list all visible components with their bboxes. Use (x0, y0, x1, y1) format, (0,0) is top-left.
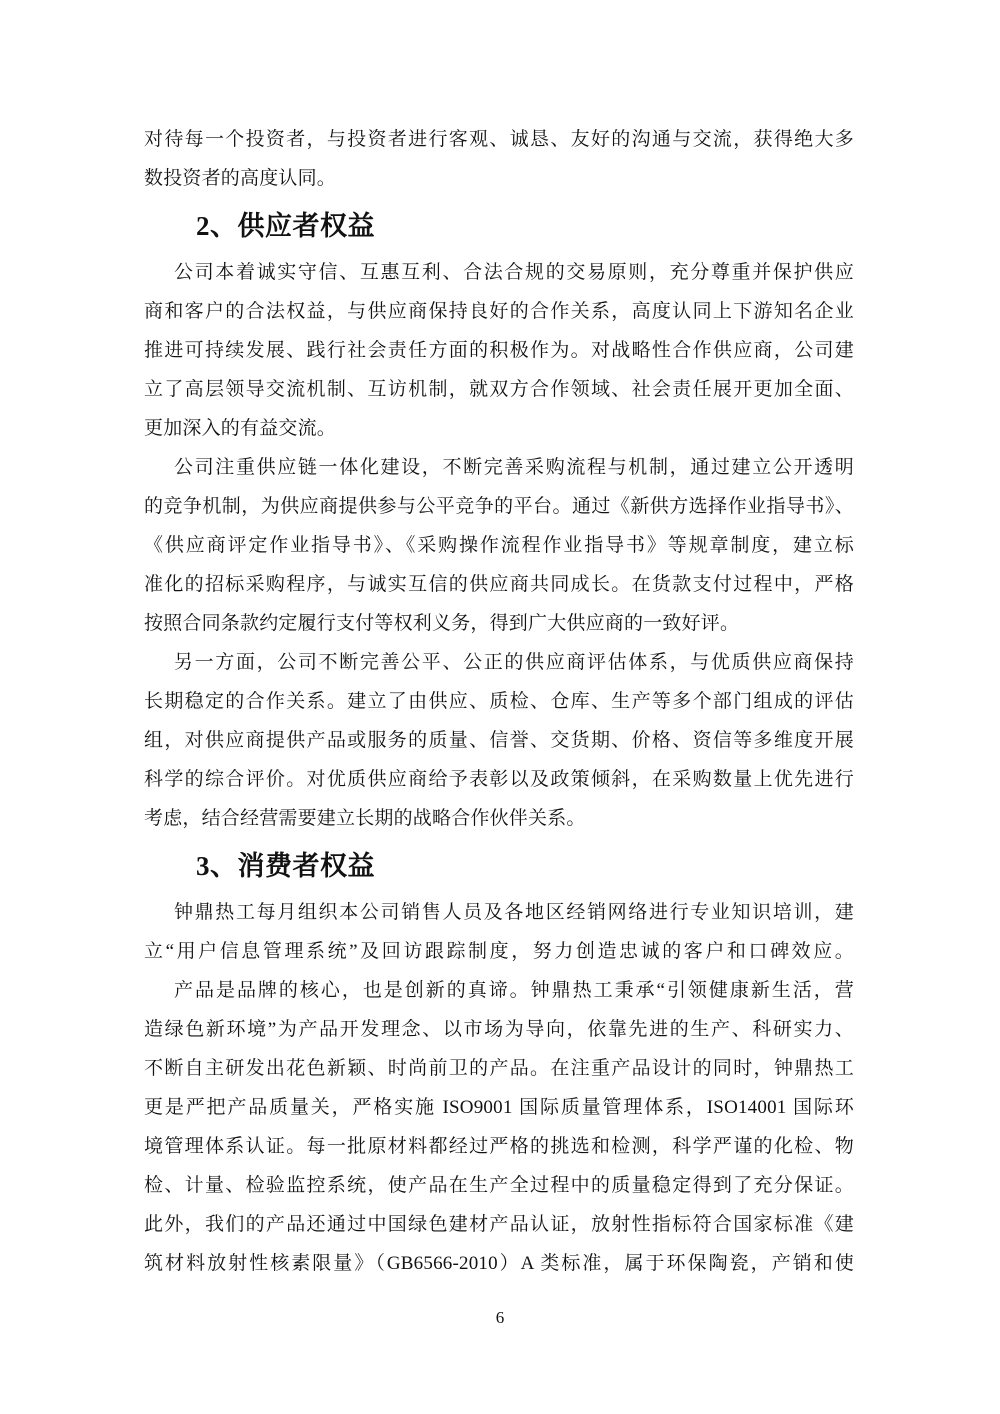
page-number: 6 (495, 1308, 505, 1327)
text-line: 更是严把产品质量关，严格实施 ISO9001 国际质量管理体系，ISO14001 国际环 (144, 1097, 854, 1118)
section-heading: 3、消费者权益 (196, 851, 375, 881)
page-body (144, 120, 854, 1283)
text-line: 造绿色新环境”为产品开发理念、以市场为导向，依靠先进的生产、科研实力、 (144, 1019, 854, 1040)
text-line: 长期稳定的合作关系。建立了由供应、质检、仓库、生产等多个部门组成的评估 (144, 691, 854, 712)
text-line: 对待每一个投资者，与投资者进行客观、诚恳、友好的沟通与交流，获得绝大多 (144, 129, 854, 150)
paragraph (144, 253, 854, 448)
text-line: 公司本着诚实守信、互惠互利、合法合规的交易原则，充分尊重并保护供应 (174, 262, 854, 283)
text-line: 立“用户信息管理系统”及回访跟踪制度，努力创造忠诚的客户和口碑效应。 (144, 941, 854, 962)
text-line: 商和客户的合法权益，与供应商保持良好的合作关系，高度认同上下游知名企业 (144, 301, 854, 322)
text-line: 科学的综合评价。对优质供应商给予表彰以及政策倾斜，在采购数量上优先进行 (144, 769, 854, 790)
text-line: 不断自主研发出花色新颖、时尚前卫的产品。在注重产品设计的同时，钟鼎热工 (144, 1058, 854, 1079)
text-line: 另一方面，公司不断完善公平、公正的供应商评估体系，与优质供应商保持 (174, 652, 854, 673)
paragraph (144, 120, 854, 198)
paragraph (144, 893, 854, 971)
text-line: 立了高层领导交流机制、互访机制，就双方合作领域、社会责任展开更加全面、 (144, 379, 854, 400)
text-line: 产品是品牌的核心，也是创新的真谛。钟鼎热工秉承“引领健康新生活，营 (174, 980, 854, 1001)
paragraph (144, 643, 854, 838)
text-line: 考虑，结合经营需要建立长期的战略合作伙伴关系。 (144, 808, 586, 829)
text-line: 数投资者的高度认同。 (144, 168, 337, 189)
section-heading: 2、供应者权益 (196, 211, 375, 241)
text-line: 更加深入的有益交流。 (144, 418, 337, 439)
text-line: 检、计量、检验监控系统，使产品在生产全过程中的质量稳定得到了充分保证。 (144, 1175, 854, 1196)
text-line: 的竞争机制，为供应商提供参与公平竞争的平台。通过《新供方选择作业指导书》、 (144, 496, 854, 517)
text-line: 筑材料放射性核素限量》（GB6566-2010）A 类标准，属于环保陶瓷，产销和使 (144, 1253, 854, 1274)
text-line: 《供应商评定作业指导书》、《采购操作流程作业指导书》等规章制度，建立标 (144, 535, 854, 556)
text-line: 公司注重供应链一体化建设，不断完善采购流程与机制，通过建立公开透明 (174, 457, 854, 478)
text-line: 组，对供应商提供产品或服务的质量、信誉、交货期、价格、资信等多维度开展 (144, 730, 854, 751)
text-line: 境管理体系认证。每一批原材料都经过严格的挑选和检测，科学严谨的化检、物 (144, 1136, 854, 1157)
text-line: 此外，我们的产品还通过中国绿色建材产品认证，放射性指标符合国家标准《建 (144, 1214, 854, 1235)
text-line: 推进可持续发展、践行社会责任方面的积极作为。对战略性合作供应商，公司建 (144, 340, 854, 361)
text-line: 准化的招标采购程序，与诚实互信的供应商共同成长。在货款支付过程中，严格 (144, 574, 854, 595)
paragraph (144, 448, 854, 643)
text-line: 钟鼎热工每月组织本公司销售人员及各地区经销网络进行专业知识培训，建 (174, 902, 854, 923)
text-line: 按照合同条款约定履行支付等权利义务，得到广大供应商的一致好评。 (144, 613, 740, 634)
paragraph (144, 971, 854, 1283)
